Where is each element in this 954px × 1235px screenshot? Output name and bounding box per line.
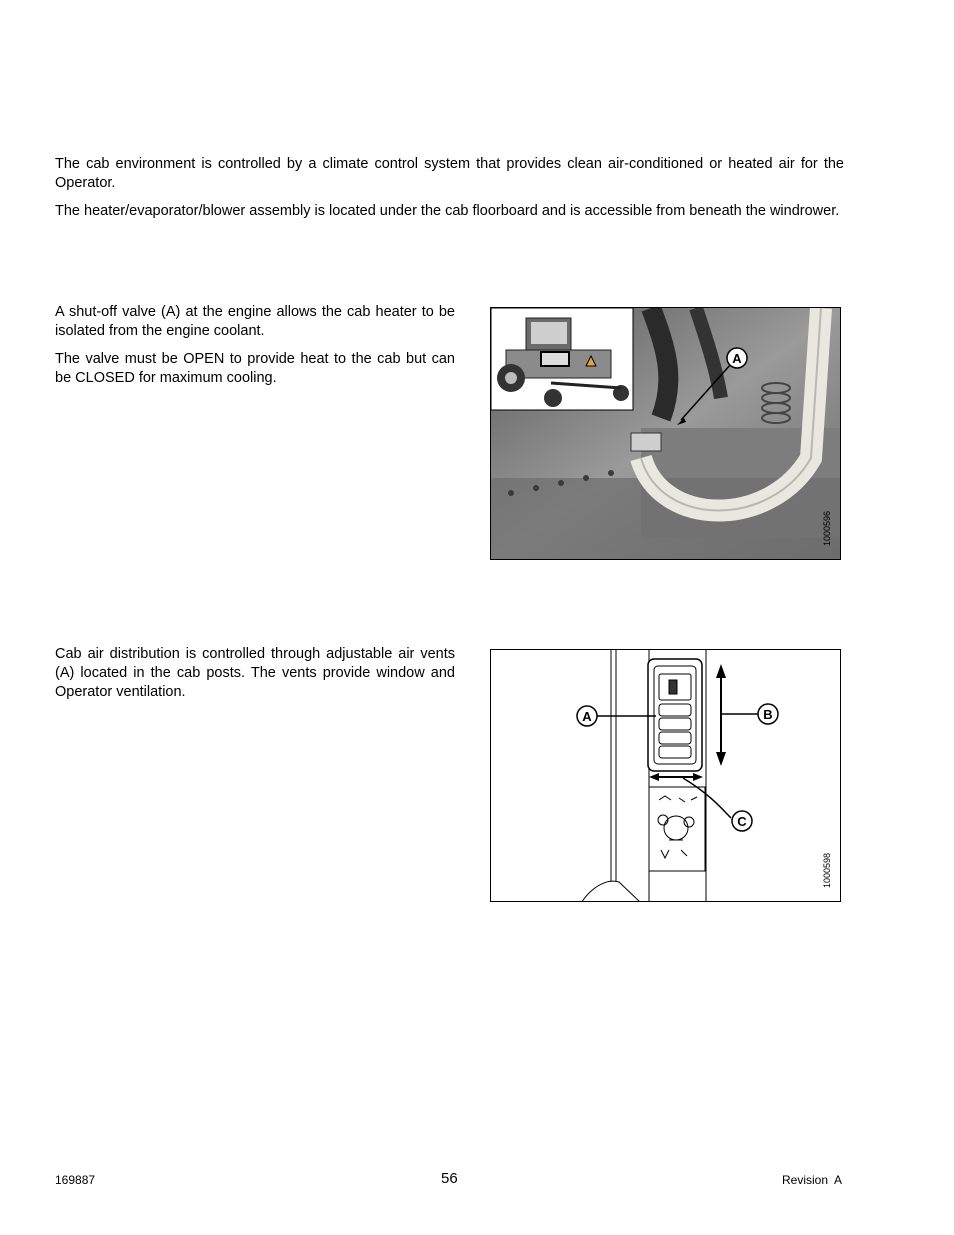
callout-c-label: C — [737, 814, 747, 829]
page-number: 56 — [441, 1170, 458, 1187]
figure-number: 1000598 — [822, 853, 832, 889]
figure-number: 1000596 — [822, 511, 832, 547]
shutoff-valve-photo — [491, 308, 841, 560]
vents-paragraph-1: Cab air distribution is controlled through adjustable air vents (A) located in the cab posts. The vents provide window and Operator ventilation. — [55, 646, 455, 700]
intro-paragraph-2: The heater/evaporator/blower assembly is located under the cab floorboard and is accessible from beneath the windrower. — [55, 203, 840, 219]
revision-label: Revision A — [782, 1173, 843, 1187]
callout-b-label: B — [763, 707, 773, 722]
air-vents-drawing — [491, 650, 841, 902]
doc-number: 169887 — [55, 1173, 96, 1187]
air-vents-figure — [490, 649, 841, 902]
heater-paragraph-1: A shut-off valve (A) at the engine allows the cab heater to be isolated from the engine coolant. — [55, 304, 455, 339]
callout-a-label: A — [732, 351, 742, 366]
shutoff-valve-figure — [490, 307, 841, 560]
callout-a-label: A — [582, 709, 592, 724]
heater-paragraph-2: The valve must be OPEN to provide heat to the cab but can be CLOSED for maximum cooling. — [55, 351, 455, 386]
intro-paragraph-1: The cab environment is controlled by a climate control system that provides clean air-conditioned or heated air for the Operator. — [55, 156, 844, 191]
